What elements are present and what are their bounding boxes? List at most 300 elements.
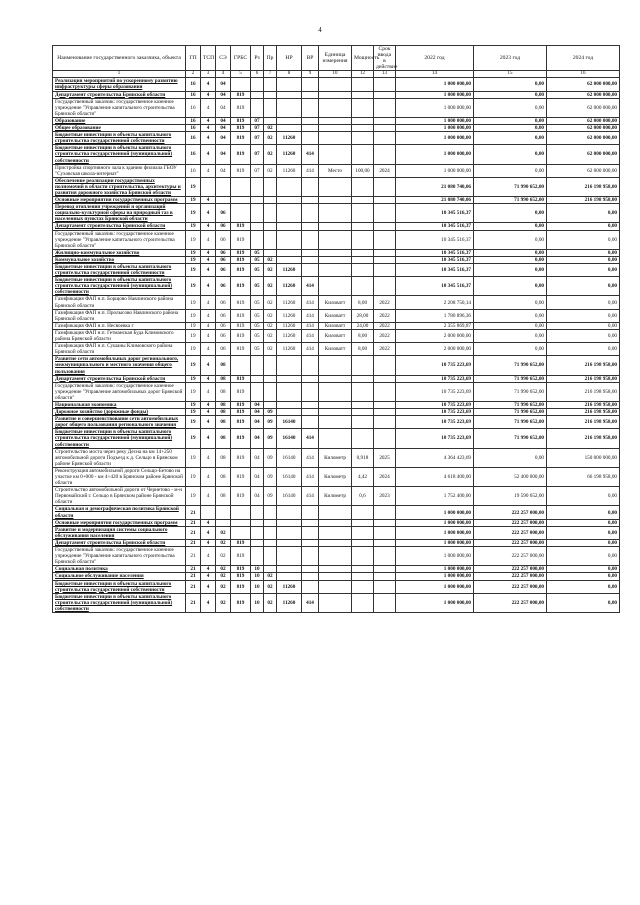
cell-nr (277, 249, 302, 256)
cell-gp: 19 (186, 177, 201, 196)
cell-pr (264, 526, 277, 539)
cell-grbs: 819 (231, 91, 251, 98)
cell-nr: 16140 (277, 416, 302, 429)
cell-rz (251, 539, 264, 546)
cell-nr: 11260 (277, 132, 302, 145)
cell-amount-2023: 71 990 652,00 (474, 401, 547, 408)
cell-deadline (374, 593, 396, 612)
cell-grbs (231, 526, 251, 539)
cell-unit (319, 256, 352, 263)
cell-rz (251, 506, 264, 519)
cell-nr (277, 401, 302, 408)
cell-grbs: 819 (231, 539, 251, 546)
cell-nr: 16140 (277, 448, 302, 467)
cell-deadline (374, 145, 396, 164)
cell-unit (319, 526, 352, 539)
cell-name: Газификация ФАП н.п. Сушаны Климовского района Брянской области (53, 343, 186, 356)
cell-vr: 414 (302, 448, 319, 467)
cell-deadline (374, 506, 396, 519)
cell-amount-2024: 62 000 000,00 (547, 78, 620, 91)
cell-grbs: 819 (231, 329, 251, 342)
cell-amount-2023: 0,00 (474, 164, 547, 177)
cell-pr: 02 (264, 277, 277, 296)
cell-amount-2024: 216 198 958,00 (547, 429, 620, 448)
cell-se: 04 (216, 164, 231, 177)
cell-nr (277, 382, 302, 401)
cell-grbs: 819 (231, 296, 251, 309)
table-row (53, 264, 620, 277)
cell-amount-2022: 1 000 000,00 (396, 566, 474, 573)
table-row (53, 416, 620, 429)
cell-capacity (352, 566, 374, 573)
cell-amount-2024: 0,00 (547, 343, 620, 356)
cell-grbs: 819 (231, 256, 251, 263)
cell-unit (319, 573, 352, 580)
cell-amount-2023: 0,00 (474, 249, 547, 256)
cell-tsp: 4 (201, 98, 216, 117)
cell-tsp: 4 (201, 401, 216, 408)
cell-name: Газификация ФАП н.п. Гетманская Буда Климовского района Брянской области (53, 329, 186, 342)
cell-vr: 414 (302, 429, 319, 448)
cell-nr (277, 547, 302, 566)
cell-grbs: 819 (231, 132, 251, 145)
cell-deadline (374, 98, 396, 117)
cell-tsp: 4 (201, 416, 216, 429)
cell-vr (302, 223, 319, 230)
cell-rz (251, 230, 264, 249)
cell-tsp: 4 (201, 91, 216, 98)
cell-amount-2024: 0,00 (547, 230, 620, 249)
table-row (53, 223, 620, 230)
cell-rz (251, 356, 264, 375)
cell-vr: 414 (302, 277, 319, 296)
cell-amount-2022: 1 000 000,00 (396, 506, 474, 519)
cell-vr (302, 91, 319, 98)
cell-amount-2023: 0,00 (474, 132, 547, 145)
cell-nr (277, 539, 302, 546)
cell-amount-2022: 10 345 516,37 (396, 230, 474, 249)
cell-pr: 02 (264, 132, 277, 145)
cell-amount-2022: 10 735 223,69 (396, 382, 474, 401)
cell-capacity (352, 593, 374, 612)
cell-amount-2022: 10 345 516,37 (396, 204, 474, 223)
cell-deadline (374, 78, 396, 91)
cell-se: 08 (216, 409, 231, 416)
cell-gp: 21 (186, 506, 201, 519)
cell-gp: 16 (186, 164, 201, 177)
cell-gp: 19 (186, 329, 201, 342)
cell-pr (264, 197, 277, 204)
cell-capacity (352, 277, 374, 296)
cell-deadline (374, 547, 396, 566)
cell-deadline (374, 573, 396, 580)
table-body (53, 78, 620, 613)
cell-rz: 05 (251, 264, 264, 277)
cell-vr (302, 98, 319, 117)
cell-vr (302, 356, 319, 375)
cell-amount-2023: 71 990 652,00 (474, 416, 547, 429)
cell-capacity: 4,42 (352, 467, 374, 486)
table-row (53, 506, 620, 519)
cell-tsp (201, 506, 216, 519)
cell-amount-2024: 0,00 (547, 580, 620, 593)
cell-tsp: 4 (201, 164, 216, 177)
cell-deadline: 2025 (374, 448, 396, 467)
cell-amount-2023: 0,00 (474, 256, 547, 263)
cell-gp: 16 (186, 125, 201, 132)
cell-amount-2024: 0,00 (547, 566, 620, 573)
table-row (53, 256, 620, 263)
cell-grbs: 819 (231, 223, 251, 230)
cell-rz: 10 (251, 573, 264, 580)
table-row (53, 409, 620, 416)
cell-name: Развитие и модернизация системы социального обслуживания населения (53, 526, 186, 539)
cell-vr (302, 580, 319, 593)
cell-nr (277, 177, 302, 196)
cell-nr (277, 230, 302, 249)
cell-vr (302, 566, 319, 573)
cell-amount-2023: 222 257 000,00 (474, 539, 547, 546)
cell-unit (319, 519, 352, 526)
cell-tsp: 4 (201, 519, 216, 526)
cell-capacity: 28,00 (352, 309, 374, 322)
cell-pr: 02 (264, 256, 277, 263)
cell-amount-2023: 0,00 (474, 91, 547, 98)
cell-tsp: 4 (201, 487, 216, 506)
cell-grbs (231, 177, 251, 196)
cell-se: 04 (216, 98, 231, 117)
table-row (53, 519, 620, 526)
cell-amount-2023: 19 590 652,00 (474, 487, 547, 506)
column-number-cell: 12 (352, 71, 374, 78)
cell-rz: 04 (251, 409, 264, 416)
cell-unit (319, 547, 352, 566)
cell-amount-2022: 1 000 000,00 (396, 117, 474, 124)
cell-gp: 21 (186, 547, 201, 566)
cell-name: Газификация ФАП н.п. Борщово Навлинского района Брянской области (53, 296, 186, 309)
cell-vr (302, 519, 319, 526)
cell-deadline (374, 117, 396, 124)
cell-name: Реализация мероприятий по ускоренному развитию инфраструктуры сферы образования (53, 78, 186, 91)
cell-unit (319, 223, 352, 230)
cell-deadline (374, 429, 396, 448)
cell-grbs: 819 (231, 125, 251, 132)
cell-capacity (352, 580, 374, 593)
cell-se: 06 (216, 249, 231, 256)
cell-nr (277, 197, 302, 204)
cell-capacity (352, 204, 374, 223)
cell-pr (264, 177, 277, 196)
cell-amount-2022: 1 000 000,00 (396, 539, 474, 546)
cell-rz: 05 (251, 277, 264, 296)
cell-amount-2022: 21 080 740,06 (396, 177, 474, 196)
cell-gp: 19 (186, 256, 201, 263)
cell-rz (251, 519, 264, 526)
cell-grbs: 819 (231, 382, 251, 401)
cell-amount-2023: 0,00 (474, 125, 547, 132)
cell-amount-2023: 71 990 652,00 (474, 177, 547, 196)
cell-unit (319, 78, 352, 91)
cell-nr (277, 125, 302, 132)
capital-investment-table (52, 45, 620, 613)
cell-amount-2024: 0,00 (547, 277, 620, 296)
table-row (53, 309, 620, 322)
cell-grbs: 819 (231, 429, 251, 448)
cell-pr: 09 (264, 429, 277, 448)
cell-amount-2023: 222 257 000,00 (474, 573, 547, 580)
cell-amount-2022: 1 000 000,00 (396, 125, 474, 132)
cell-grbs: 819 (231, 416, 251, 429)
cell-amount-2022: 10 735 223,69 (396, 375, 474, 382)
cell-unit: Километр (319, 467, 352, 486)
cell-se (216, 506, 231, 519)
cell-capacity: 100,00 (352, 164, 374, 177)
cell-amount-2023: 0,00 (474, 264, 547, 277)
cell-tsp: 4 (201, 343, 216, 356)
cell-gp: 19 (186, 249, 201, 256)
cell-se: 08 (216, 416, 231, 429)
cell-amount-2022: 1 000 000,00 (396, 98, 474, 117)
cell-nr: 16140 (277, 487, 302, 506)
cell-pr (264, 204, 277, 223)
cell-capacity (352, 356, 374, 375)
cell-deadline (374, 356, 396, 375)
cell-deadline (374, 375, 396, 382)
cell-nr: 11260 (277, 329, 302, 342)
cell-gp: 19 (186, 322, 201, 329)
cell-se (216, 519, 231, 526)
cell-amount-2022: 1 780 896,36 (396, 309, 474, 322)
cell-gp: 19 (186, 230, 201, 249)
header-pr: Пр (264, 46, 277, 71)
cell-rz: 05 (251, 343, 264, 356)
cell-deadline (374, 401, 396, 408)
cell-pr: 02 (264, 164, 277, 177)
cell-grbs (231, 519, 251, 526)
cell-amount-2023: 0,00 (474, 329, 547, 342)
cell-vr (302, 256, 319, 263)
cell-nr: 11260 (277, 322, 302, 329)
cell-tsp: 4 (201, 197, 216, 204)
cell-grbs: 819 (231, 566, 251, 573)
cell-amount-2024: 0,00 (547, 547, 620, 566)
cell-name: Бюджетные инвестиции в объекты капитального строительства государственной (муниципальной) собственности (53, 429, 186, 448)
cell-nr (277, 566, 302, 573)
table-row (53, 91, 620, 98)
cell-unit (319, 401, 352, 408)
cell-name: Государственный заказчик: государственное казенное учреждение "Управление автомобильных дорог Брянской области" (53, 382, 186, 401)
cell-amount-2022: 10 345 516,37 (396, 223, 474, 230)
cell-amount-2024: 62 000 000,00 (547, 164, 620, 177)
table-row (53, 296, 620, 309)
cell-grbs: 819 (231, 164, 251, 177)
cell-unit (319, 593, 352, 612)
cell-amount-2022: 10 735 223,69 (396, 429, 474, 448)
cell-pr: 02 (264, 593, 277, 612)
cell-se: 02 (216, 539, 231, 546)
cell-amount-2022: 2 208 750,14 (396, 296, 474, 309)
cell-se (216, 197, 231, 204)
cell-name: Бюджетные инвестиции в объекты капитального строительства государственной собственности (53, 264, 186, 277)
cell-se: 02 (216, 573, 231, 580)
cell-amount-2022: 1 000 000,00 (396, 573, 474, 580)
cell-name: Образование (53, 117, 186, 124)
cell-pr: 02 (264, 264, 277, 277)
cell-deadline: 2022 (374, 296, 396, 309)
cell-pr (264, 519, 277, 526)
cell-grbs: 819 (231, 230, 251, 249)
cell-capacity (352, 573, 374, 580)
cell-amount-2023: 222 257 000,00 (474, 566, 547, 573)
cell-rz: 04 (251, 487, 264, 506)
cell-gp: 19 (186, 296, 201, 309)
cell-vr (302, 375, 319, 382)
cell-rz (251, 177, 264, 196)
cell-rz: 05 (251, 256, 264, 263)
cell-amount-2024: 62 000 000,00 (547, 98, 620, 117)
cell-amount-2024: 0,00 (547, 519, 620, 526)
cell-gp: 21 (186, 573, 201, 580)
cell-nr: 11260 (277, 593, 302, 612)
cell-rz (251, 98, 264, 117)
table-row (53, 566, 620, 573)
cell-gp: 21 (186, 519, 201, 526)
cell-amount-2023: 0,00 (474, 204, 547, 223)
cell-se: 04 (216, 78, 231, 91)
cell-vr: 414 (302, 329, 319, 342)
cell-nr: 11260 (277, 145, 302, 164)
cell-capacity (352, 98, 374, 117)
cell-pr: 09 (264, 467, 277, 486)
cell-name: Социальная и демографическая политика Брянской области (53, 506, 186, 519)
cell-unit: Километр (319, 448, 352, 467)
cell-se: 06 (216, 329, 231, 342)
cell-amount-2024: 0,00 (547, 573, 620, 580)
cell-vr (302, 117, 319, 124)
cell-tsp: 4 (201, 580, 216, 593)
cell-rz: 04 (251, 416, 264, 429)
cell-vr (302, 573, 319, 580)
cell-amount-2024: 216 198 958,00 (547, 416, 620, 429)
cell-capacity (352, 177, 374, 196)
cell-capacity (352, 78, 374, 91)
table-row (53, 177, 620, 196)
cell-pr (264, 223, 277, 230)
cell-amount-2024: 62 000 000,00 (547, 145, 620, 164)
cell-capacity (352, 132, 374, 145)
cell-pr: 02 (264, 145, 277, 164)
cell-amount-2022: 1 000 000,00 (396, 547, 474, 566)
cell-se: 08 (216, 487, 231, 506)
cell-unit (319, 356, 352, 375)
cell-deadline: 2022 (374, 343, 396, 356)
table-row (53, 117, 620, 124)
table-row (53, 429, 620, 448)
cell-gp: 19 (186, 448, 201, 467)
cell-tsp (201, 177, 216, 196)
cell-amount-2024: 150 000 000,00 (547, 448, 620, 467)
table-row (53, 593, 620, 612)
header-2023: 2023 год (474, 46, 547, 71)
cell-name: Общее образование (53, 125, 186, 132)
cell-unit: Киловатт (319, 309, 352, 322)
cell-deadline (374, 416, 396, 429)
cell-deadline (374, 132, 396, 145)
cell-deadline: 2022 (374, 309, 396, 322)
cell-grbs: 819 (231, 593, 251, 612)
header-2022: 2022 год (396, 46, 474, 71)
cell-amount-2024: 0,00 (547, 487, 620, 506)
table-row (53, 547, 620, 566)
cell-grbs: 819 (231, 277, 251, 296)
cell-capacity: 24,00 (352, 322, 374, 329)
cell-vr: 414 (302, 593, 319, 612)
cell-se: 02 (216, 547, 231, 566)
cell-name: Национальная экономика (53, 401, 186, 408)
cell-gp: 19 (186, 223, 201, 230)
cell-tsp: 4 (201, 249, 216, 256)
cell-unit: Киловатт (319, 343, 352, 356)
cell-amount-2022: 1 000 000,00 (396, 91, 474, 98)
table-row (53, 145, 620, 164)
cell-amount-2024: 0,00 (547, 296, 620, 309)
cell-se: 04 (216, 132, 231, 145)
cell-se: 04 (216, 91, 231, 98)
cell-tsp: 4 (201, 309, 216, 322)
cell-grbs: 819 (231, 448, 251, 467)
cell-nr (277, 91, 302, 98)
cell-unit: Киловатт (319, 322, 352, 329)
table-row (53, 204, 620, 223)
cell-nr (277, 573, 302, 580)
cell-pr: 02 (264, 309, 277, 322)
cell-nr: 16140 (277, 467, 302, 486)
cell-rz: 05 (251, 329, 264, 342)
cell-capacity: 8,00 (352, 296, 374, 309)
cell-gp: 19 (186, 487, 201, 506)
cell-pr (264, 78, 277, 91)
table-row (53, 329, 620, 342)
cell-unit (319, 204, 352, 223)
cell-name: Социальное обслуживание населения (53, 573, 186, 580)
cell-rz: 04 (251, 401, 264, 408)
cell-name: Бюджетные инвестиции в объекты капитального строительства государственной (муниципальной) собственности (53, 145, 186, 164)
cell-grbs: 819 (231, 409, 251, 416)
cell-amount-2022: 1 000 000,00 (396, 132, 474, 145)
cell-capacity (352, 117, 374, 124)
cell-tsp: 4 (201, 329, 216, 342)
table-row (53, 356, 620, 375)
cell-deadline (374, 519, 396, 526)
cell-grbs (231, 78, 251, 91)
cell-deadline (374, 204, 396, 223)
cell-amount-2023: 0,00 (474, 117, 547, 124)
cell-vr (302, 230, 319, 249)
cell-se: 06 (216, 309, 231, 322)
cell-amount-2024: 0,00 (547, 506, 620, 519)
cell-unit (319, 539, 352, 546)
cell-deadline: 2024 (374, 467, 396, 486)
cell-tsp: 4 (201, 296, 216, 309)
cell-pr (264, 117, 277, 124)
table-row (53, 322, 620, 329)
cell-unit (319, 91, 352, 98)
cell-pr: 02 (264, 573, 277, 580)
cell-grbs (231, 506, 251, 519)
cell-amount-2023: 0,00 (474, 277, 547, 296)
cell-deadline (374, 177, 396, 196)
cell-nr (277, 117, 302, 124)
